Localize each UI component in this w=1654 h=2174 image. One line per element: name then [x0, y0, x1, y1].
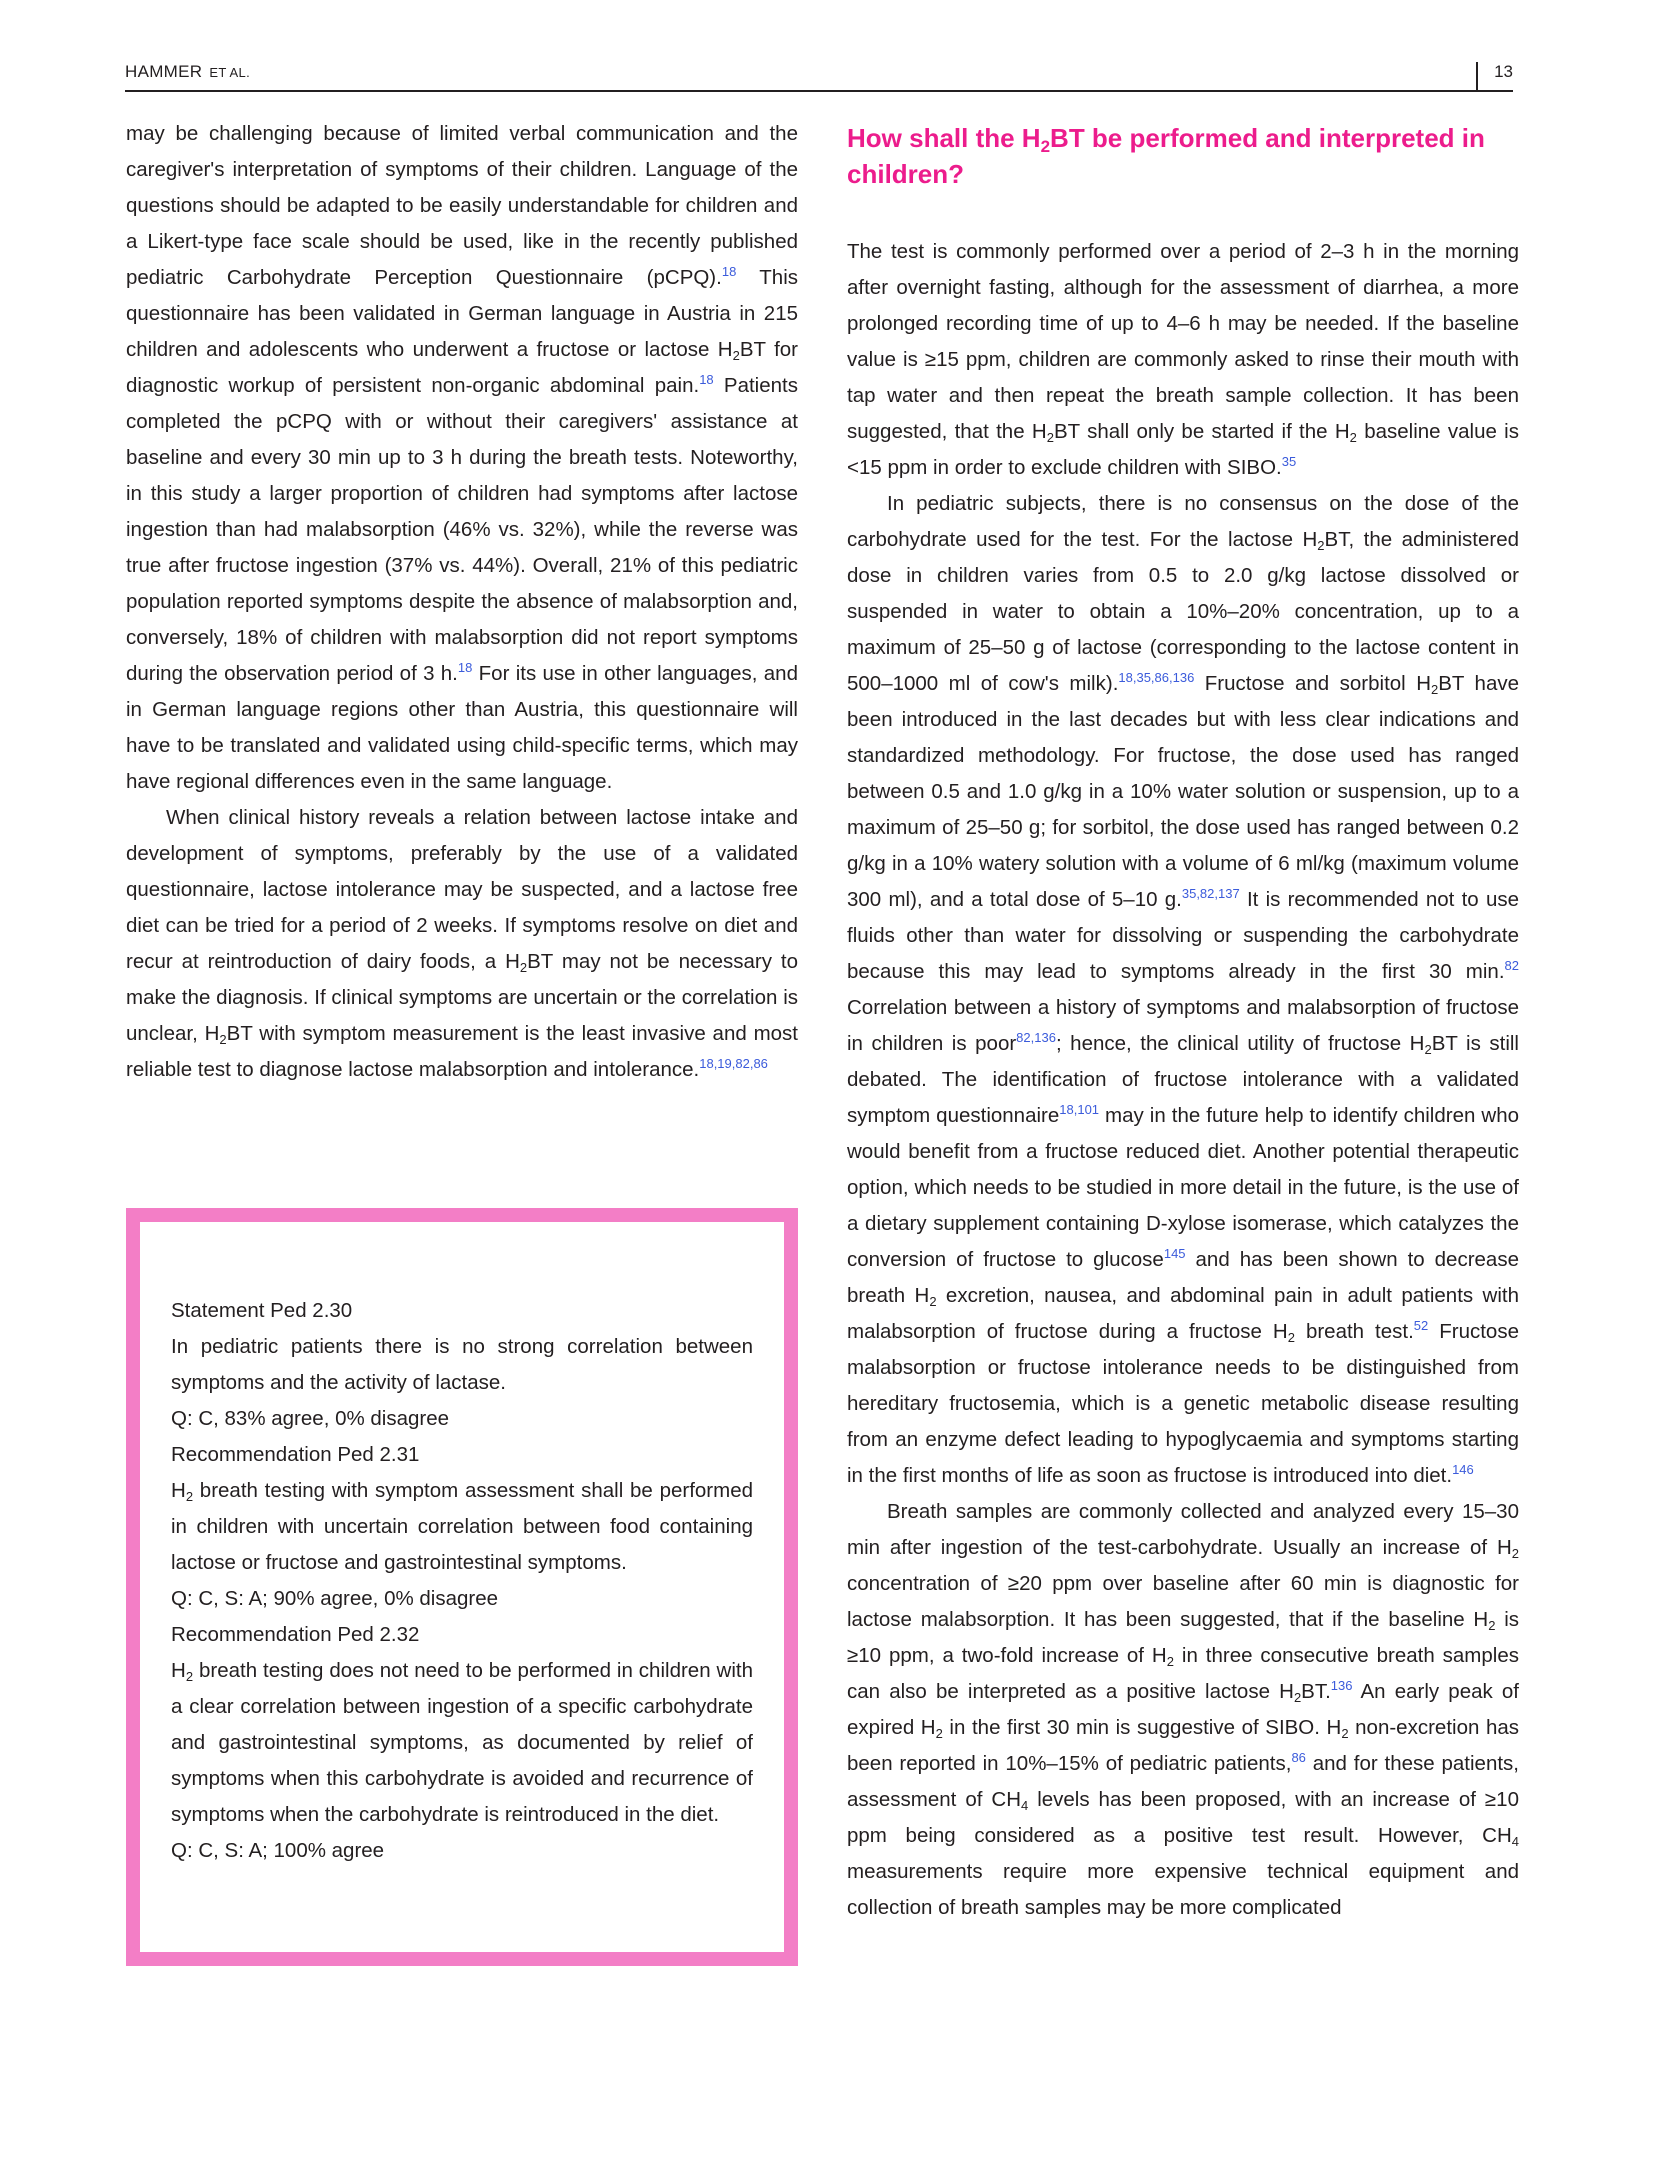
citation-link[interactable]: 52	[1413, 1318, 1429, 1333]
statement-title: Statement Ped 2.30	[171, 1299, 353, 1322]
statement-text: In pediatric patients there is no strong correlation between symptoms and the activity of lactase.	[171, 1335, 753, 1394]
recommendation-text-2-32: $H_2$ breath testing does not need to be performed in children with a clear correlation between ingestion of a specific carbohydrate and gastrointestinal symptoms, as documented by relief of symptoms when this carbohydrate is avoided and recurrence of symptoms when the carbohydrate is reintroduced in the diet.	[171, 1659, 753, 1826]
citation-link[interactable]: 18	[457, 660, 473, 675]
citation-link[interactable]: 18,35,86,136	[1118, 670, 1195, 685]
recommendation-text-2-31: $H_2$ breath testing with symptom assessment shall be performed in children with uncertain correlation between food containing lactose or fructose and gastrointestinal symptoms.	[171, 1479, 753, 1574]
citation-link[interactable]: 82	[1504, 958, 1519, 973]
right-paragraph-2: In pediatric subjects, there is no consensus on the dose of the carbohydrate used for the test. For the lactose $H_2BT$, the administered dose in children varies from 0.5 to 2.0 g/kg lactose dissolved or suspended in water to obtain a 10%–20% concentration, up to a maximum of 25–50 g of lactose (corresponding to the lactose content in 500–1000 ml of cow's milk).$^{18,35,86,136}$ Fructose and sorbitol $H_2BT$ have been introduced in the last decades but with less clear indications and standardized methodology. For fructose, the dose used has ranged between 0.5 and 1.0 g/kg in a 10% water solution or suspension, up to a maximum of 25–50 g; for sorbitol, the dose used has ranged between 0.2 g/kg in a 10% watery solution with a volume of 6 ml/kg (maximum volume 300 ml), and a total dose of 5–10 g.$^{35,82,137}$ It is recommended not to use fluids other than water for dissolving or suspending the carbohydrate because this may lead to symptoms already in the first 30 min.$^{82}$ Correlation between a history of symptoms and malabsorption of fructose in children is poor$^{82,136}$; hence, the clinical utility of fructose $H_2BT$ is still debated. The identification of fructose intolerance with a validated symptom questionnaire$^{18,101}$ may in the future help to identify children who would benefit from a fructose reduced diet. Another potential therapeutic option, which needs to be studied in more detail in the future, is the use of a dietary supplement containing D-xylose isomerase, which catalyzes the conversion of fructose to glucose$^{145}$ and has been shown to decrease breath $H_2$ excretion, nausea, and abdominal pain in adult patients with malabsorption of fructose during a fructose $H_2$ breath test.$^{52}$ Fructose malabsorption or fructose intolerance needs to be distinguished from hereditary fructosemia, which is a genetic metabolic disease resulting from an enzyme defect leading to hypoglycaemia and symptoms starting in the first months of life as soon as fructose is introduced into diet.$^{146}$	[847, 492, 1519, 1487]
citation-link[interactable]: 18,19,82,86	[699, 1056, 768, 1071]
statement-content	[171, 1293, 753, 1869]
statement-recommendation-box	[126, 1208, 798, 1966]
running-head	[125, 62, 250, 82]
citation-link[interactable]: 146	[1452, 1462, 1474, 1477]
citation-link[interactable]: 35,82,137	[1181, 886, 1240, 901]
section-heading: How shall the $H_2BT$ be performed and interpreted in children?	[847, 123, 1485, 189]
page-number: 13	[1476, 62, 1513, 90]
recommendation-title-2-31: Recommendation Ped 2.31	[171, 1443, 420, 1466]
statement-quality: Q: C, 83% agree, 0% disagree	[171, 1407, 450, 1430]
page-header	[125, 62, 1513, 92]
running-head-author: HAMMER	[125, 62, 203, 81]
citation-link[interactable]: 35	[1281, 454, 1297, 469]
recommendation-quality-2-31: Q: C, S: A; 90% agree, 0% disagree	[171, 1587, 499, 1610]
running-head-etal: ET AL.	[209, 65, 250, 80]
citation-link[interactable]: 82,136	[1016, 1030, 1056, 1045]
citation-link[interactable]: 18	[721, 264, 737, 279]
recommendation-title-2-32: Recommendation Ped 2.32	[171, 1623, 420, 1646]
citation-link[interactable]: 136	[1330, 1678, 1353, 1693]
right-paragraph-3: Breath samples are commonly collected and analyzed every 15–30 min after ingestion of the test-carbohydrate. Usually an increase of $H_2$ concentration of ≥20 ppm over baseline after 60 min is diagnostic for lactose malabsorption. It has been suggested, that if the baseline $H_2$ is ≥10 ppm, a two-fold increase of $H_2$ in three consecutive breath samples can also be interpreted as a positive lactose $H_2BT.^{136}$ An early peak of expired $H_2$ in the first 30 min is suggestive of SIBO. $H_2$ non-excretion has been reported in 10%–15% of pediatric patients,$^{86}$ and for these patients, assessment of $CH_4$ levels has been proposed, with an increase of ≥10 ppm being considered as a positive test result. However, $CH_4$ measurements require more expensive technical equipment and collection of breath samples may be more complicated	[847, 1500, 1520, 1919]
left-paragraph-1: may be challenging because of limited verbal communication and the caregiver's interpretation of symptoms of their children. Language of the questions should be adapted to be easily understandable for children and a Likert-type face scale should be used, like in the recently published pediatric Carbohydrate Perception Questionnaire (pCPQ).$^{18}$ This questionnaire has been validated in German language in Austria in 215 children and adolescents who underwent a fructose or lactose $H_2BT$ for diagnostic workup of persistent non-organic abdominal pain.$^{18}$ Patients completed the pCPQ with or without their caregivers' assistance at baseline and every 30 min up to 3 h during the breath tests. Noteworthy, in this study a larger proportion of children had symptoms after lactose ingestion than had malabsorption (46% vs. 32%), while the reverse was true after fructose ingestion (37% vs. 44%). Overall, 21% of this pediatric population reported symptoms despite the absence of malabsorption and, conversely, 18% of children with malabsorption did not report symptoms during the observation period of 3 h.$^{18}$ For its use in other languages, and in German language regions other than Austria, this questionnaire will have to be translated and validated using child-specific terms, which may have regional differences even in the same language.	[126, 122, 798, 793]
right-paragraph-1: The test is commonly performed over a period of 2–3 h in the morning after overnight fasting, although for the assessment of diarrhea, a more prolonged recording time of up to 4–6 h may be needed. If the baseline value is ≥15 ppm, children are commonly asked to rinse their mouth with tap water and then repeat the breath sample collection. It has been suggested, that the $H_2BT$ shall only be started if the $H_2$ baseline value is <15 ppm in order to exclude children with SIBO.$^{35}$	[847, 240, 1519, 479]
citation-link[interactable]: 18,101	[1059, 1102, 1100, 1117]
recommendation-quality-2-32: Q: C, S: A; 100% agree	[171, 1839, 385, 1862]
citation-link[interactable]: 86	[1291, 1750, 1306, 1765]
left-paragraph-2: When clinical history reveals a relation between lactose intake and development of symptoms, preferably by the use of a validated questionnaire, lactose intolerance may be suspected, and a lactose free diet can be tried for a period of 2 weeks. If symptoms resolve on diet and recur at reintroduction of dairy foods, a $H_2BT$ may not be necessary to make the diagnosis. If clinical symptoms are uncertain or the correlation is unclear, $H_2BT$ with symptom measurement is the least invasive and most reliable test to diagnose lactose malabsorption and intolerance.$^{18,19,82,86}$	[126, 806, 798, 1081]
citation-link[interactable]: 18	[699, 372, 714, 387]
right-column	[847, 116, 1519, 1926]
citation-link[interactable]: 145	[1163, 1246, 1186, 1261]
left-column	[126, 116, 798, 1088]
